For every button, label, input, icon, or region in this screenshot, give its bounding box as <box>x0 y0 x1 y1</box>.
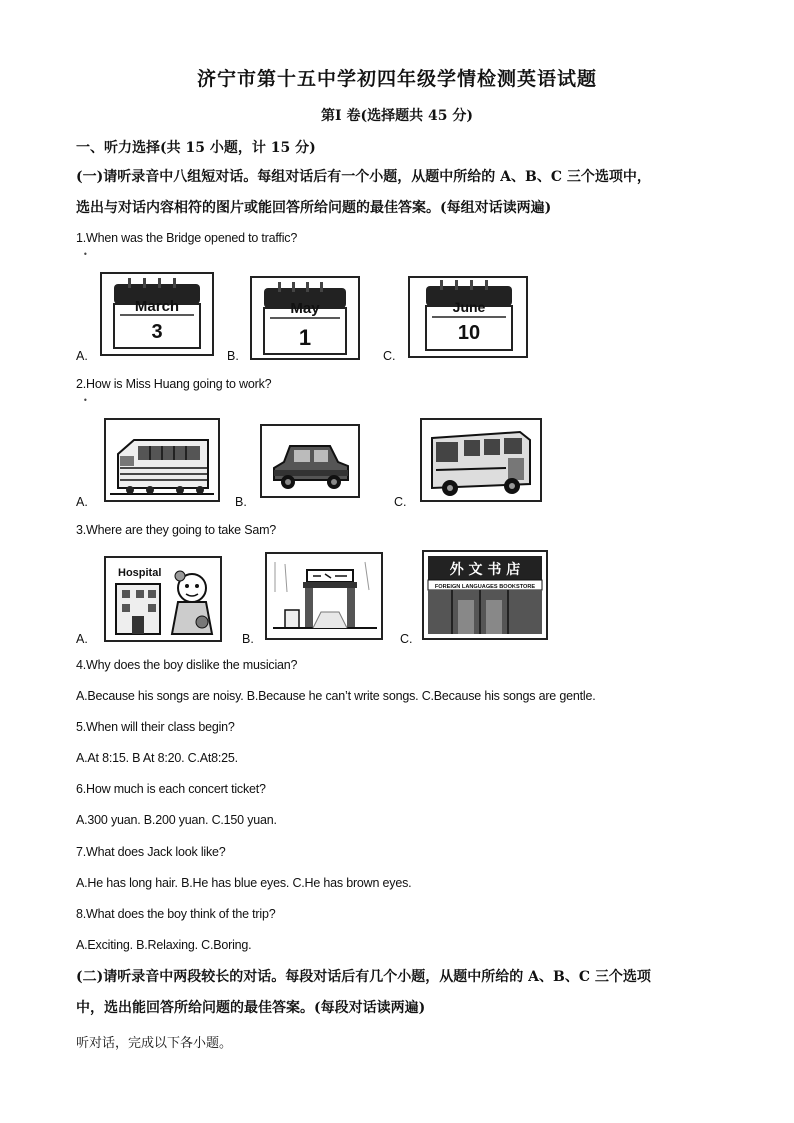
q2-option-c-label: C. <box>394 495 407 509</box>
page-title: 济宁市第十五中学初四年级学情检测英语试题 <box>196 68 597 90</box>
q2-option-a-label: A. <box>76 495 88 509</box>
calendar-c-day: 10 <box>457 322 481 344</box>
section-heading-listening: 一、听力选择(共 15 小题，计 15 分) <box>76 140 316 156</box>
bookstore-sub-sign-text: FOREIGN LANGUAGES BOOKSTORE <box>434 584 536 590</box>
q1-option-a-label: A. <box>76 349 88 363</box>
park-gate-picture <box>265 552 383 640</box>
calendar-picture-c <box>408 276 528 358</box>
question-5: 5.When will their class begin? <box>76 720 235 734</box>
part2-line-1: (二)请听录音中两段较长的对话。每段对话后有几个小题，从题中所给的 A、B、C 三个选项 <box>76 969 651 985</box>
part2-line-2: 中，选出能回答所给问题的最佳答案。(每段对话读两遍) <box>76 1000 426 1016</box>
calendar-a-day: 3 <box>151 321 163 343</box>
question-8: 8.What does the boy think of the trip? <box>76 907 276 921</box>
page-subtitle: 第Ⅰ 卷(选择题共 45 分) <box>321 108 473 124</box>
calendar-picture-b <box>250 276 360 360</box>
part1-line-1: (一)请听录音中八组短对话。每组对话后有一个小题，从题中所给的 A、B、C 三个选项中， <box>76 169 651 185</box>
car-picture <box>260 424 360 498</box>
q3-option-c-label: C. <box>400 632 413 646</box>
part2-instructions <box>76 962 736 1024</box>
exam-page: 济宁市第十五中学初四年级学情检测英语试题 第Ⅰ 卷(选择题共 45 分) 一、听力选择(共 15 小题，计 15 分) (一)请听录音中八组短对话。每组对话后有一个小题，从题中所给的 A、B、C 三个选项中， 选出与对话内容相符的图片或能回答所给问题的最佳答案。(每组对话读两遍) 1.When was the Bridge opened to traffic? • A. B. C. March 3 May 1 June 10 2.How is Miss Huang going to work? • A. B. C. 3.Where are they going to take Sam? A. B. C. Hospital 外 文 书 店 FOREIGN LANGUAGES BOOKSTORE 4.Why does the boy dislike the musician? A.Because his songs are noisy. B.Because he can’t write songs. C.Because his songs are gentle. 5.When will their class begin? A.At 8:15. B At 8:20. C.At8:25. 6.How much is each concert ticket? A.300 yuan. B.200 yuan. C.150 yuan. 7.What does Jack look like? A.He has long hair. B.He has blue eyes. C.He has brown eyes. 8.What does the boy think of the trip? A.Exciting. B.Relaxing. C.Boring. (二)请听录音中两段较长的对话。每段对话后有几个小题，从题中所给的 A、B、C 三个选项 中，选出能回答所给问题的最佳答案。(每段对话读两遍) 听对话，完成以下各小题。 <box>0 0 794 1123</box>
calendar-a-month: March <box>134 298 180 315</box>
part1-instructions <box>76 162 736 224</box>
bus-picture <box>420 418 542 502</box>
part1-line-2: 选出与对话内容相符的图片或能回答所给问题的最佳答案。(每组对话读两遍) <box>76 200 552 216</box>
calendar-c-month: June <box>452 299 486 315</box>
question-5-options: A.At 8:15. B At 8:20. C.At8:25. <box>76 751 238 765</box>
q2-option-b-label: B. <box>235 495 247 509</box>
question-4-options: A.Because his songs are noisy. B.Because he can’t write songs. C.Because his songs are gentle. <box>76 689 596 703</box>
question-7-options: A.He has long hair. B.He has blue eyes. C.He has brown eyes. <box>76 876 412 890</box>
q3-option-a-label: A. <box>76 632 88 646</box>
train-picture <box>104 418 220 502</box>
calendar-b-month: May <box>290 300 320 317</box>
question-3: 3.Where are they going to take Sam? <box>76 523 277 537</box>
question-7: 7.What does Jack look like? <box>76 845 226 859</box>
q1-option-c-label: C. <box>383 349 396 363</box>
hospital-sign-text: Hospital <box>118 567 162 579</box>
question-6: 6.How much is each concert ticket? <box>76 782 266 796</box>
part2-task-instruction: 听对话，完成以下各小题。 <box>76 1036 233 1051</box>
question-6-options: A.300 yuan. B.200 yuan. C.150 yuan. <box>76 813 277 827</box>
bookstore-sign-text: 外 文 书 店 <box>449 562 521 578</box>
calendar-b-day: 1 <box>298 325 312 350</box>
bookstore-picture <box>422 550 548 640</box>
calendar-picture-a <box>100 272 214 356</box>
question-2: 2.How is Miss Huang going to work? <box>76 377 272 391</box>
question-1: 1.When was the Bridge opened to traffic? <box>76 231 298 245</box>
q3-option-b-label: B. <box>242 632 254 646</box>
question-4: 4.Why does the boy dislike the musician? <box>76 658 298 672</box>
question-8-options: A.Exciting. B.Relaxing. C.Boring. <box>76 938 252 952</box>
hospital-picture <box>104 556 222 642</box>
q1-option-b-label: B. <box>227 349 239 363</box>
